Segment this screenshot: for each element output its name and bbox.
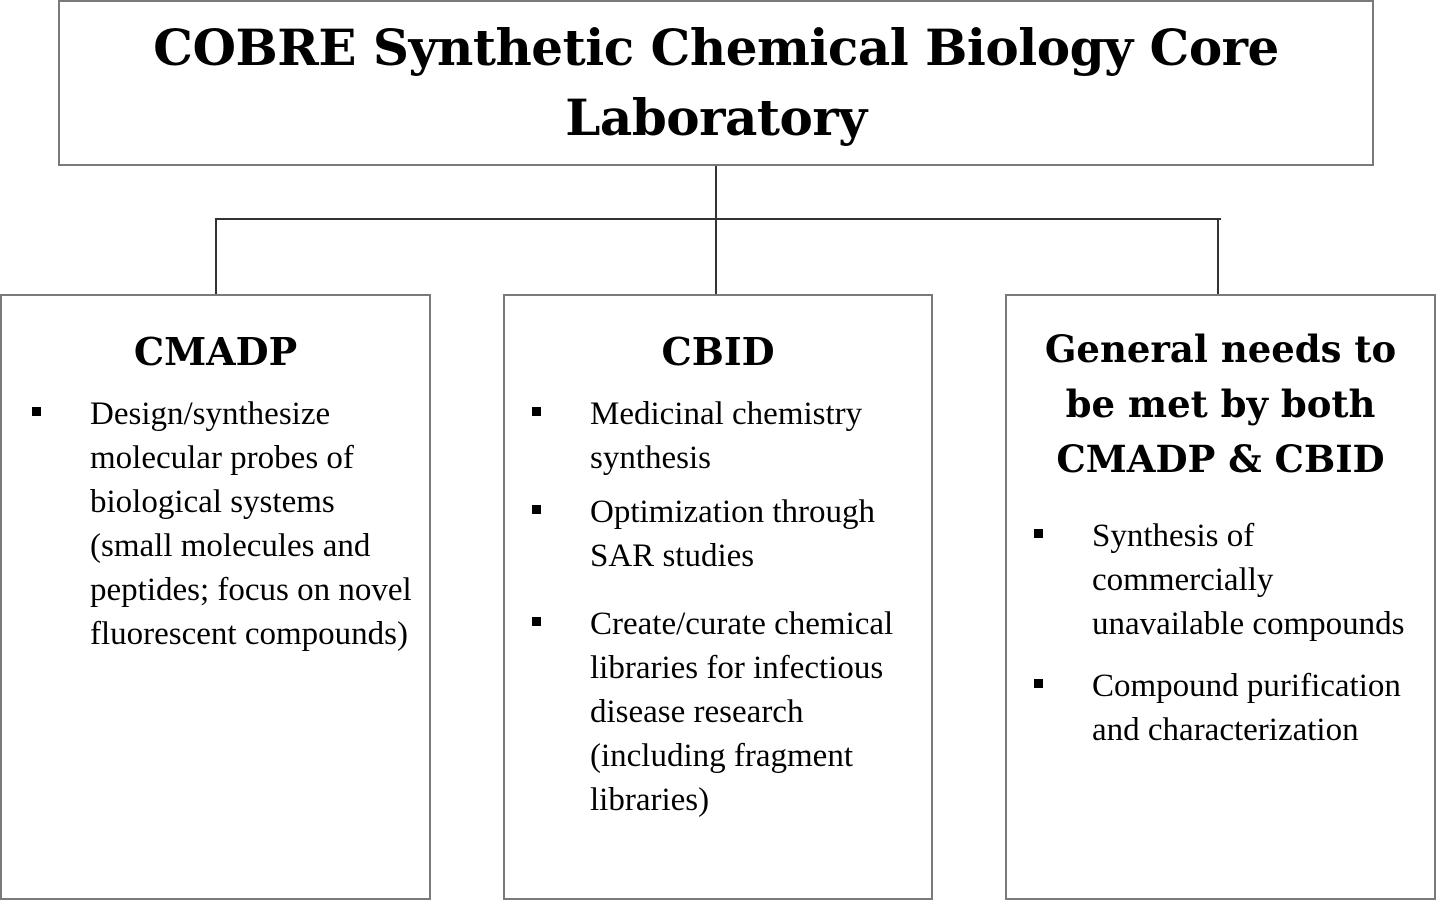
square-bullet-icon — [1034, 529, 1043, 538]
square-bullet-icon — [532, 505, 541, 514]
square-bullet-icon — [32, 407, 41, 416]
connector-right — [1217, 218, 1219, 294]
connector-trunk — [715, 166, 717, 294]
list-item — [590, 392, 930, 480]
general-needs-box — [1005, 294, 1436, 900]
list-item-text: Create/curate chemical libraries for infectious disease research (including fragment libraries) — [590, 606, 894, 818]
square-bullet-icon — [1034, 679, 1043, 688]
square-bullet-icon — [532, 617, 541, 626]
list-item-text: Compound purification and characterization — [1092, 668, 1401, 748]
list-item-text: Medicinal chemistry synthesis — [590, 396, 863, 476]
core-lab-title-line1: COBRE Synthetic Chemical Biology Core — [153, 18, 1279, 77]
connector-horizontal — [215, 218, 1221, 220]
connector-left — [215, 218, 217, 294]
general-needs-title: General needs to be met by both CMADP & CBID — [1044, 327, 1397, 481]
list-item-text: Synthesis of commercially unavailable compounds — [1092, 518, 1405, 642]
list-item — [90, 392, 425, 656]
core-lab-box — [58, 0, 1374, 166]
cbid-list — [590, 392, 930, 832]
core-lab-title — [153, 13, 1279, 153]
list-item — [590, 602, 930, 822]
cbid-title: CBID — [661, 329, 775, 374]
core-lab-title-line2: Laboratory — [565, 88, 867, 147]
cmadp-list — [90, 392, 425, 656]
general-needs-list — [1092, 514, 1432, 770]
list-item-text: Design/synthesize molecular probes of biological systems (small molecules and peptides; focus on novel fluorescent compounds) — [90, 396, 412, 652]
cmadp-title: CMADP — [133, 329, 298, 374]
square-bullet-icon — [532, 407, 541, 416]
list-item — [1092, 514, 1432, 646]
list-item-text: Optimization through SAR studies — [590, 494, 876, 574]
list-item — [1092, 664, 1432, 752]
cbid-box — [503, 294, 933, 900]
list-item — [590, 490, 930, 578]
cmadp-box — [0, 294, 431, 900]
